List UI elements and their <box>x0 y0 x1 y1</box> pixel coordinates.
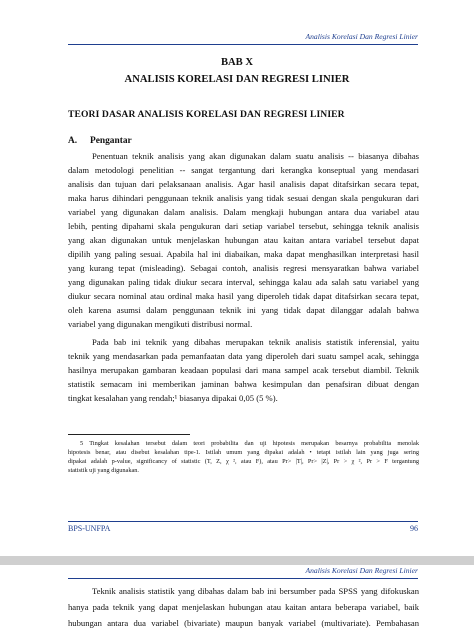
running-header: Analisis Korelasi Dan Regresi Linier <box>305 32 418 41</box>
subsection-title: Pengantar <box>90 136 132 146</box>
footnote-line: 5 Tingkat kesalahan tersebut dalam teori probabilita dan uji hipotesis merupakan besarnya probabilita menolak <box>80 440 419 447</box>
running-header: Analisis Korelasi Dan Regresi Linier <box>305 566 418 575</box>
text-line: lebih, penting dipahami skala pengukuran dari setiap variabel tersebut, sehingga teknik analisis <box>68 221 419 231</box>
text-line: tingkat kesalahan yang rendah;¹ biasanya dipakai 0,05 (5 %). <box>68 393 278 403</box>
footnote-line: statistik uji yang digunakan. <box>68 467 140 474</box>
footer-publisher: BPS-UNFPA <box>68 524 111 533</box>
text-line: hasilnya merupakan gambaran keadaan populasi dari mana sampel acak tersebut diambil. Teknik <box>68 365 419 375</box>
footnote-line: dipakai adalah p-value, significancy of statistic (T, Z, χ ², atau F), atau Pr> |T|, Pr> |Z|, Pr > χ ², Pr > F tergantung <box>68 458 419 465</box>
text-line: Pada bab ini teknik yang dibahas merupakan teknik analisis statistik inferensial, yaitu <box>92 337 419 347</box>
subsection-heading <box>68 136 132 146</box>
page-number: 96 <box>410 524 418 533</box>
page-separator <box>0 556 474 565</box>
subsection-label: A. <box>68 136 78 146</box>
chapter-title: ANALISIS KORELASI DAN REGRESI LINIER <box>124 74 350 85</box>
text-line: dalam metodologi penelitian -- sangat tergantung dari kerangka konseptual yang mendasari <box>68 165 419 175</box>
text-line: hubungan antara dua variabel (bivariate) maupun banyak variabel (multivariate). Pembahasan <box>68 618 419 628</box>
text-line: yang akan digunakan untuk menjelaskan hubungan atau kaitan antara variabel tersebut dapat <box>68 235 419 245</box>
text-line: variabel yang digunakan mengikuti distribusi normal. <box>68 319 253 329</box>
footnote-line: hipotesis benar, atau disebut kesalahan tipe-1. Istilah umum yang dipakai adalah • tetapi istilah lain yang juga sering <box>68 449 419 456</box>
text-line: oleh karena asumsi dalam penggunaan teknik ini yang tidak dapat dilanggar adalah bahwa <box>68 305 419 315</box>
text-line: hanya pada teknik yang dapat menjelaskan hubungan atau kaitan antara beberapa variabel, baik <box>68 602 419 612</box>
document-page-2 <box>0 565 474 632</box>
text-line: teknik yang mendasarkan pada pemanfaatan data yang diperoleh dari suatu sampel acak, sehingga <box>68 351 419 361</box>
text-line: analisis dan tujuan dari pelaksanaan analisis. Agar hasil analisis dapat ditafsirkan secara tepat, <box>68 179 419 189</box>
text-line: dipilih yang paling sesuai. Apabila hal ini diabaikan, maka dapat menghasilkan interpretasi hasil <box>68 249 419 259</box>
text-line: yang digunakan paling tidak diukur secara interval, sehingga kalau ada salah satu variabel yang <box>68 277 419 287</box>
text-line: maka harus dihindari penggunaan teknik analisis yang tidak sesuai dengan skala pengukuran dari <box>68 193 419 203</box>
text-line: variabel yang digunakan dalam analisis. Dalam mengkaji hubungan antara dua variabel atau <box>68 207 419 217</box>
header-rule <box>68 578 418 579</box>
text-line: Penentuan teknik analisis yang akan digunakan dalam suatu analisis -- biasanya dibahas <box>92 151 419 161</box>
text-line: Teknik analisis statistik yang dibahas dalam bab ini bersumber pada SPSS yang difokuskan <box>92 586 419 596</box>
text-line: yang kurang tepat (misleading). Sebagai contoh, analisis regresi mensyaratkan bahwa variabel <box>68 263 419 273</box>
header-rule <box>68 44 418 45</box>
text-line: statistik semacam ini memberikan jaminan bahwa kesimpulan dan penafsiran dibuat dengan <box>68 379 419 389</box>
section-heading: TEORI DASAR ANALISIS KORELASI DAN REGRESI LINIER <box>68 109 345 120</box>
footer-rule <box>68 521 418 522</box>
footnote-rule <box>68 434 190 435</box>
text-line: diukur secara nominal atau ordinal maka hasil yang diperoleh tidak dapat ditafsirkan secara tepat, <box>68 291 419 301</box>
chapter-number: BAB X <box>220 57 254 68</box>
